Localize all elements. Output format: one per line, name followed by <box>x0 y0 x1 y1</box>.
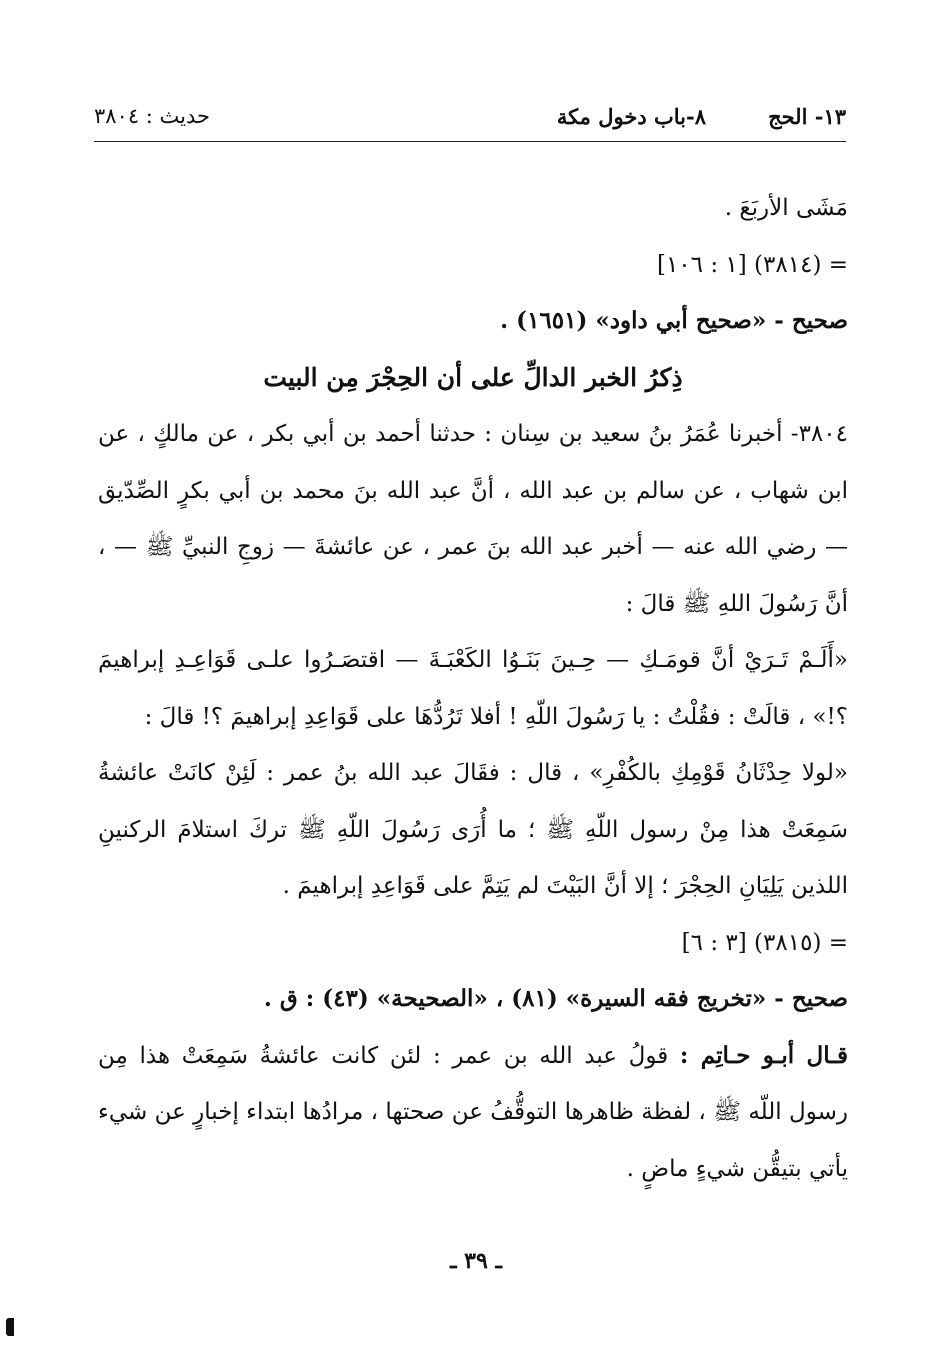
header-hadith-number: حديث : ٣٨٠٤ <box>94 104 211 128</box>
hadith-reference: = (٣٨١٥) [٣ : ٦] <box>681 929 848 956</box>
commentary <box>98 1028 848 1198</box>
hadith-matn-part1: «أَلَـمْ تَـرَيْ أنَّ قومَـكِ — حِـينَ بَنَـوُا الكَعْبَـةَ — اقتصَـرُوا علـى قَوَاعِـدِ إبراهيمَ ؟!» ، قالَتْ : فقُلْتُ : يا رَسُولَ اللّهِ ! أفلا تَرُدُّهَا على قَوَاعِدِ إبراهيمَ ؟! قالَ : <box>98 647 848 730</box>
hadith-grade: صحيح - «تخريج فقه السيرة» (٨١) ، «الصحيحة» (٤٣) : ق . <box>263 985 848 1012</box>
hadith-isnad: ٣٨٠٤- أخبرنا عُمَرُ بنُ سعيد بن سِنان : حدثنا أحمد بن أبي بكر ، عن مالكٍ ، عن ابن شهاب ، عن سالم بن عبد الله ، أنَّ عبد الله بنَ محمد بن أبي بكرٍ الصِّدّيق — رضي الله عنه — أخبر عبد الله بنَ عمر ، عن عائشةَ — زوجِ النبيِّ ﷺ — ، أنَّ رَسُولَ اللهِ ﷺ قالَ : <box>98 421 848 617</box>
header-rule <box>94 141 846 142</box>
previous-hadith-grade: صحيح - «صحيح أبي داود» (١٦٥١) . <box>500 307 848 334</box>
page-number: ـ ٣٩ ـ <box>450 1248 502 1274</box>
header-chapter-title: ٨-باب دخول مكة <box>556 104 706 129</box>
header-book-title: ١٣- الحج <box>768 104 846 129</box>
page-body <box>98 180 848 1197</box>
previous-hadith-reference: = (٣٨١٤) [١ : ١٠٦] <box>656 251 848 278</box>
running-header <box>94 100 846 136</box>
commentary-lead: قـال أبـو حـاتِم : <box>679 1041 848 1069</box>
previous-hadith-ending: مَشَى الأربَعَ . <box>724 195 848 221</box>
commentary-text: قولُ عبد الله بن عمر : لئن كانت عائشةُ سَمِعَتْ هذا مِن رسول اللّه ﷺ ، لفظة ظاهرها التوقُّفُ عن صحتها ، مرادُها ابتداء إخبارٍ عن شيء يأتي بتيقُّن شيءٍ ماضٍ . <box>98 1042 848 1182</box>
section-title: ذِكرُ الخبر الدالِّ على أن الحِجْرَ مِن البيت <box>263 362 683 392</box>
hadith-matn-part2: «لولا حِدْثَانُ قَوْمِكِ بالكُفْرِ» ، قال : فقَالَ عبد الله بنُ عمر : لَئِنْ كانَتْ عائشةُ سَمِعَتْ هذا مِنْ رسول اللّهِ ﷺ ؛ ما أُرَى رَسُولَ اللّهِ ﷺ تركَ استلامَ الركنينِ اللذين يَلِيَانِ الحِجْرَ ؛ إلا أنَّ البَيْتَ لم يَتِمَّ على قَوَاعِدِ إبراهيمَ . <box>98 760 848 899</box>
scan-edge-mark <box>6 1318 14 1336</box>
